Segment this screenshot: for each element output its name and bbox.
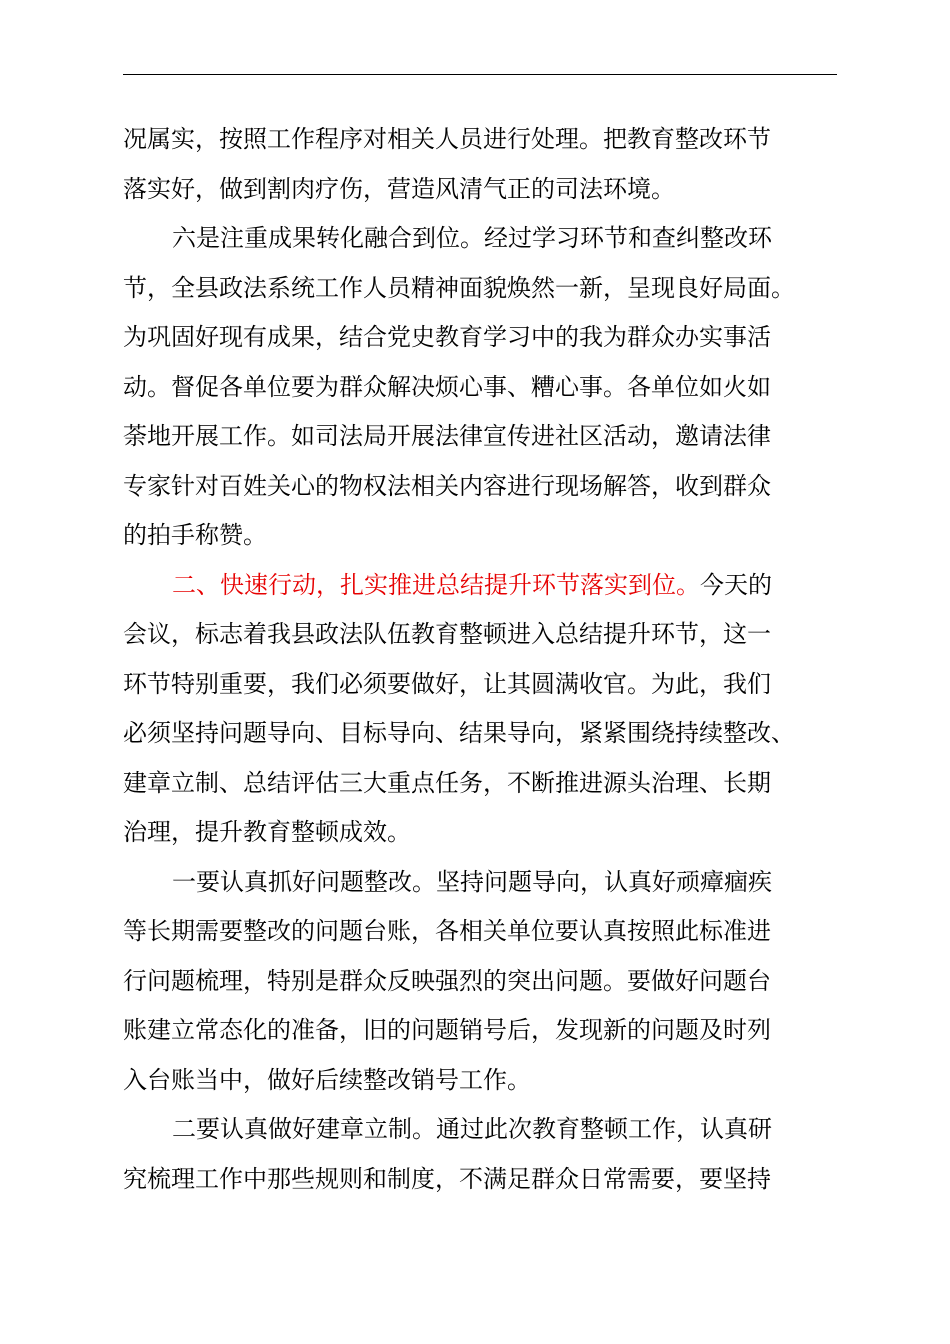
text-line: 行问题梳理，特别是群众反映强烈的突出问题。要做好问题台 bbox=[123, 966, 771, 995]
text-line: 落实好，做到割肉疗伤，营造风清气正的司法环境。 bbox=[123, 174, 675, 203]
body-text bbox=[123, 115, 839, 1204]
header-rule bbox=[123, 74, 837, 75]
paragraph-start-line: 二要认真做好建章立制。通过此次教育整顿工作，认真研 bbox=[172, 1115, 772, 1143]
text-line: 节，全县政法系统工作人员精神面貌焕然一新，呈现良好局面。 bbox=[123, 273, 795, 302]
text-line: 专家针对百姓关心的物权法相关内容进行现场解答，收到群众 bbox=[123, 471, 771, 500]
paragraph-start-line: 一要认真抓好问题整改。坚持问题导向，认真好顽瘴痼疾 bbox=[172, 867, 772, 896]
text-line: 建章立制、总结评估三大重点任务，不断推进源头治理、长期 bbox=[123, 768, 771, 797]
section-heading: 二、快速行动，扎实推进总结提升环节落实到位。 bbox=[172, 570, 700, 599]
text-line: 治理，提升教育整顿成效。 bbox=[123, 818, 411, 846]
text-line: 必须坚持问题导向、目标导向、结果导向，紧紧围绕持续整改、 bbox=[123, 719, 795, 747]
text-line: 况属实，按照工作程序对相关人员进行处理。把教育整改环节 bbox=[123, 125, 771, 153]
text-line: 的拍手称赞。 bbox=[123, 521, 267, 549]
text-line: 为巩固好现有成果，结合党史教育学习中的我为群众办实事活 bbox=[123, 323, 771, 351]
text-line: 荼地开展工作。如司法局开展法律宣传进社区活动，邀请法律 bbox=[123, 422, 771, 450]
text-line: 会议，标志着我县政法队伍教育整顿进入总结提升环节，这一 bbox=[123, 620, 771, 648]
section-heading-continuation: 今天的 bbox=[700, 570, 772, 599]
text-line: 等长期需要整改的问题台账，各相关单位要认真按照此标准进 bbox=[123, 917, 771, 945]
text-line: 入台账当中，做好后续整改销号工作。 bbox=[123, 1065, 531, 1094]
text-line: 账建立常态化的准备，旧的问题销号后，发现新的问题及时列 bbox=[123, 1016, 771, 1044]
text-line: 环节特别重要，我们必须要做好，让其圆满收官。为此，我们 bbox=[123, 669, 771, 698]
text-line: 动。督促各单位要为群众解决烦心事、糟心事。各单位如火如 bbox=[123, 372, 771, 401]
section-heading-line bbox=[123, 561, 839, 611]
paragraph-start-line: 六是注重成果转化融合到位。经过学习环节和查纠整改环 bbox=[172, 224, 772, 252]
text-line: 究梳理工作中那些规则和制度，不满足群众日常需要，要坚持 bbox=[123, 1164, 771, 1193]
